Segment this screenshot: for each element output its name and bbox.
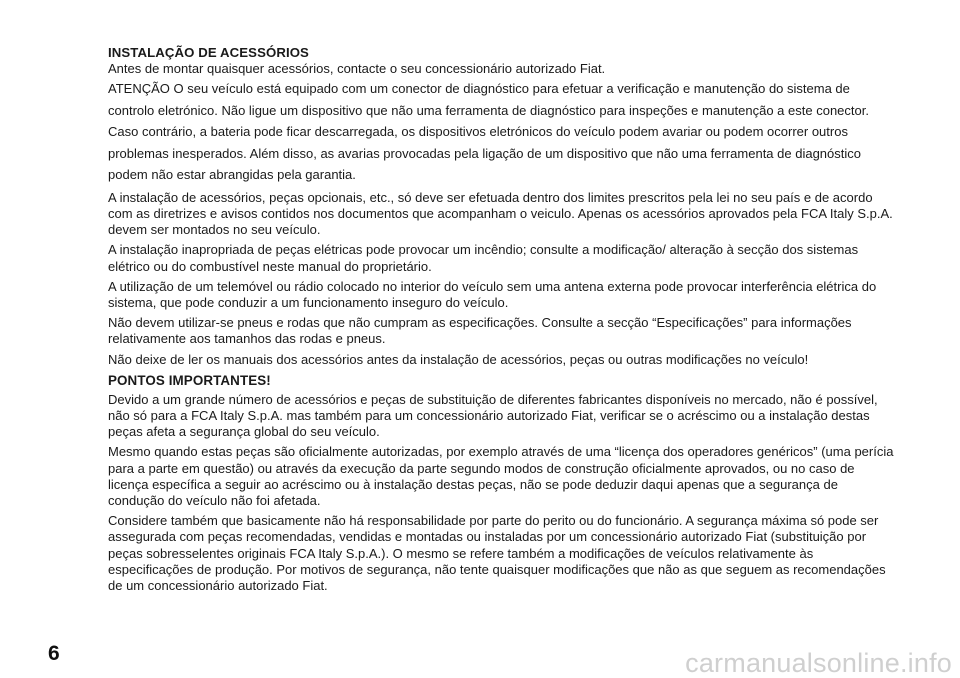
watermark-text: carmanualsonline.info	[685, 648, 952, 678]
paragraph-diagnostic-warning: ATENÇÃO O seu veículo está equipado com um conector de diagnóstico para efetuar a verificação e manutenção do sistema de controlo eletrónico. Não ligue um dispositivo que não uma ferramenta de diagnóstico para inspeções e manutenção a este conector. Caso contrário, a bateria pode ficar descarregada, os dispositivos eletrónicos do veículo podem avariar ou podem ocorrer outros problemas inesperados. Além disso, as avarias provocadas pela ligação de um dispositivo que não uma ferramenta de diagnóstico podem não estar abrangidas pela garantia.	[108, 81, 869, 183]
paragraph-official-authorisation: Mesmo quando estas peças são oficialmente autorizadas, por exemplo através de uma “licença dos operadores genéricos” (uma perícia para a parte em questão) ou através da execução da parte segundo modos de construção oficialmente aprovados, ou no caso de licença específica a seguir ao acréscimo ou à instalação destas peças, não se pode deduzir daqui apenas que a segurança de condução do veículo não foi afetada.	[108, 444, 894, 508]
paragraph-parts-variety: Devido a um grande número de acessórios e peças de substituição de diferentes fabricantes disponíveis no mercado, não é possível, não só para a FCA Italy S.p.A. mas também para um concessionário autorizado Fiat, verificar se o acréscimo ou a instalação destas peças afeta a segurança global do seu veículo.	[108, 391, 878, 440]
section-title: INSTALAÇÃO DE ACESSÓRIOS	[108, 45, 309, 60]
paragraph-electrical-parts: A instalação inapropriada de peças elétricas pode provocar um incêndio; consulte a modificação/ alteração à secção dos sistemas elétrico ou do combustível neste manual do proprietário.	[108, 242, 859, 274]
subsection-title: PONTOS IMPORTANTES!	[108, 372, 271, 388]
paragraph-phone-radio: A utilização de um telemóvel ou rádio colocado no interior do veículo sem uma antena externa pode provocar interferência elétrica do sistema, que pode conduzir a um funcionamento inseguro do veículo.	[108, 278, 877, 310]
paragraph-legal-limits: A instalação de acessórios, peças opcionais, etc., só deve ser efetuada dentro dos limites prescritos pela lei no seu país e de acordo com as diretrizes e avisos contidos nos documentos que acompanham o veiculo. Apenas os acessórios aprovados pela FCA Italy S.p.A. devem ser montados no seu veículo.	[108, 189, 893, 238]
manual-page-content	[108, 45, 896, 594]
paragraph-tyres-wheels: Não devem utilizar-se pneus e rodas que não cumpram as especificações. Consulte a secção “Especificações” para informações relativamente aos tamanhos das rodas e pneus.	[108, 315, 852, 347]
paragraph-contact-dealer: Antes de montar quaisquer acessórios, contacte o seu concessionário autorizado Fiat.	[108, 61, 606, 76]
page-number: 6	[48, 642, 60, 665]
paragraph-responsibility: Considere também que basicamente não há responsabilidade por parte do perito ou do funcionário. A segurança máxima só pode ser assegurada com peças recomendadas, vendidas e montadas ou instaladas por um concessionário autorizado Fiat (substituição por peças sobresselentes originais FCA Italy S.p.A.). O mesmo se refere também a modificações de veículos relativamente às especificações de produção. Por motivos de segurança, não tente quaisquer modificações que não as que seguem as recomendações de um concessionário autorizado Fiat.	[108, 513, 886, 593]
paragraph-read-manuals: Não deixe de ler os manuais dos acessórios antes da instalação de acessórios, peças ou outras modificações no veículo!	[108, 351, 809, 367]
